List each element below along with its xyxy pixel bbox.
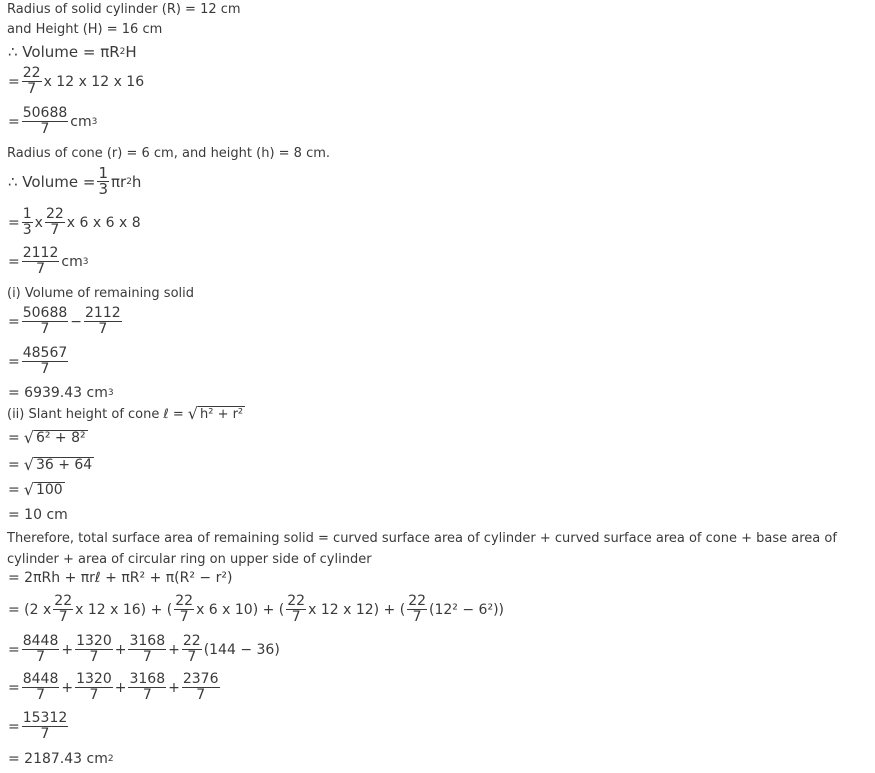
fraction: $\frac{22}{7}$ <box>22 65 41 97</box>
surface-area-step-1: = $\frac{8448}{7}$ + $\frac{1320}{7}$ + $\frac{3168}{7}$ + $\frac{22}{7}$ (144 − 36) <box>8 633 280 665</box>
fraction: $\frac{1}{3}$ <box>98 164 108 198</box>
fraction: $\frac{3168}{7}$ <box>129 671 166 703</box>
cylinder-height-text: and Height (H) = 16 cm <box>7 22 163 37</box>
remaining-volume-difference: = $\frac{50688}{7}$ − $\frac{2112}{7}$ <box>8 305 121 337</box>
cylinder-volume-substitution: = $\frac{22}{7}$ x 12 x 12 x 16 <box>8 65 145 97</box>
fraction: $\frac{48567}{7}$ <box>22 345 68 377</box>
cylinder-radius-text: Radius of solid cylinder (R) = 12 cm <box>7 2 241 17</box>
fraction: $\frac{2112}{7}$ <box>22 245 59 277</box>
fraction: $\frac{8448}{7}$ <box>22 633 59 665</box>
square-root: √ h² + r² <box>187 404 244 423</box>
slant-height-step-2: = √ 36 + 64 <box>8 455 93 474</box>
surface-area-fraction: = $\frac{15312}{7}$ <box>8 710 68 742</box>
slant-height-step-1: = √ 6² + 8² <box>8 428 86 447</box>
square-root: √ 100 <box>23 480 63 499</box>
fraction: $\frac{50688}{7}$ <box>22 105 68 137</box>
cone-volume-formula: ∴ Volume = $\frac{1}{3}$ πr 2 h <box>8 164 142 198</box>
fraction: $\frac{50688}{7}$ <box>22 305 68 337</box>
cone-dimensions-text: Radius of cone (r) = 6 cm, and height (h) = 8 cm. <box>7 146 331 161</box>
surface-area-result: = 2187.43 cm 2 <box>8 751 114 767</box>
remaining-volume-heading: (i) Volume of remaining solid <box>7 286 195 301</box>
fraction: $\frac{22}{7}$ <box>175 593 194 625</box>
fraction: $\frac{22}{7}$ <box>408 593 427 625</box>
square-root: √ 36 + 64 <box>23 455 93 474</box>
fraction: $\frac{22}{7}$ <box>45 206 64 238</box>
surface-area-statement: Therefore, total surface area of remaining solid = curved surface area of cylinder + curved surface area of cone + base area of cylinder + area of circular ring on upper side of cylinder <box>7 531 837 567</box>
fraction: $\frac{15312}{7}$ <box>22 710 68 742</box>
fraction: $\frac{8448}{7}$ <box>22 671 59 703</box>
surface-area-formula: = 2πRh + πrℓ + πR² + π(R² − r²) <box>8 570 233 586</box>
fraction: $\frac{2112}{7}$ <box>85 305 121 337</box>
cylinder-volume-formula: ∴ Volume = πR 2 H <box>8 43 137 61</box>
cone-volume-substitution: = $\frac{1}{3}$ x $\frac{22}{7}$ x 6 x 6 x 8 <box>8 206 141 238</box>
fraction: $\frac{22}{7}$ <box>54 593 73 625</box>
fraction: $\frac{1320}{7}$ <box>76 671 112 703</box>
slant-height-result: = 10 cm <box>8 507 68 523</box>
fraction: $\frac{3168}{7}$ <box>129 633 166 665</box>
fraction: $\frac{2376}{7}$ <box>182 671 219 703</box>
fraction: $\frac{1320}{7}$ <box>76 633 112 665</box>
fraction: $\frac{1}{3}$ <box>22 206 32 238</box>
remaining-volume-fraction: = $\frac{48567}{7}$ <box>8 345 68 377</box>
remaining-volume-result: = 6939.43 cm 3 <box>8 385 114 401</box>
cone-volume-result: = $\frac{2112}{7}$ cm 3 <box>8 245 89 277</box>
square-root: √ 6² + 8² <box>23 428 86 447</box>
slant-height-formula: (ii) Slant height of cone ℓ = √ h² + r² <box>7 404 244 423</box>
fraction: $\frac{22}{7}$ <box>182 633 201 665</box>
fraction: $\frac{22}{7}$ <box>287 593 306 625</box>
cylinder-volume-result: = $\frac{50688}{7}$ cm 3 <box>8 105 98 137</box>
slant-height-step-3: = √ 100 <box>8 480 63 499</box>
surface-area-step-2: = $\frac{8448}{7}$ + $\frac{1320}{7}$ + $\frac{3168}{7}$ + $\frac{2376}{7}$ <box>8 671 219 703</box>
surface-area-substitution: = (2 x $\frac{22}{7}$ x 12 x 16) + ( $\frac{22}{7}$ x 6 x 10) + ( $\frac{22}{7}$ x 12 x 12) + ( $\frac{22}{7}$ (12² − 6²)) <box>8 593 504 625</box>
